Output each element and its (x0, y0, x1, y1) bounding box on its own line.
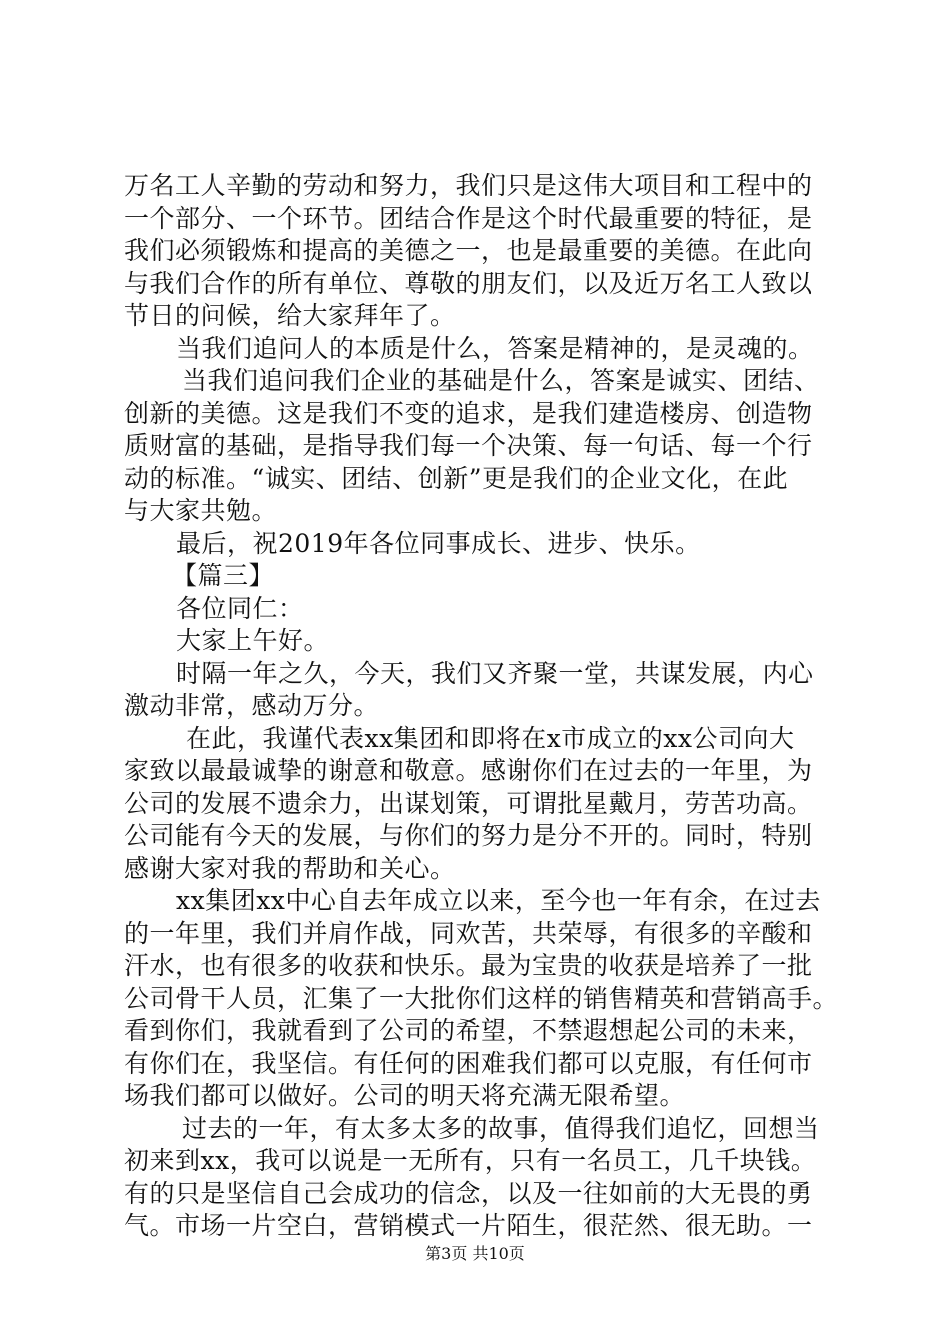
text-line: 质财富的基础，是指导我们每一个决策、每一句话、每一个行 (124, 431, 813, 460)
text-line: 万名工人辛勤的劳动和努力，我们只是这伟大项目和工程中的 (124, 171, 813, 200)
section-heading: 【篇三】 (172, 561, 275, 590)
text-line: 最后，祝2019年各位同事成长、进步、快乐。 (176, 528, 701, 558)
text-line: xx集团xx中心自去年成立以来，至今也一年有余，在过去 (176, 886, 821, 915)
text-line: 节日的问候，给大家拜年了。 (124, 301, 456, 330)
text-line: 我们必须锻炼和提高的美德之一，也是最重要的美德。在此向 (124, 236, 813, 265)
salutation: 各位同仁： (176, 593, 304, 623)
text-line: 公司骨干人员，汇集了一大批你们这样的销售精英和营销高手。 (124, 983, 839, 1013)
text-line: 公司能有今天的发展，与你们的努力是分不开的。同时，特别 (124, 821, 813, 850)
text-line: 有你们在，我坚信。有任何的困难我们都可以克服，有任何市 (124, 1048, 813, 1078)
text-line: 初来到xx，我可以说是一无所有，只有一名员工，几千块钱。 (124, 1146, 817, 1175)
document-body (124, 170, 844, 1243)
text-line: 与大家共勉。 (124, 496, 278, 525)
text-line: 有的只是坚信自己会成功的信念，以及一往如前的大无畏的勇 (124, 1178, 813, 1208)
text-line: 当我们追问人的本质是什么，答案是精神的，是灵魂的。 (176, 333, 814, 363)
text-line: 动的标准。“诚实、团结、创新”更是我们的企业文化，在此 (124, 463, 789, 493)
text-line: 家致以最最诚挚的谢意和敬意。感谢你们在过去的一年里，为 (124, 756, 813, 785)
text-line: 时隔一年之久，今天，我们又齐聚一堂，共谋发展，内心 (176, 658, 814, 688)
text-line: 的一年里，我们并肩作战，同欢苦，共荣辱，有很多的辛酸和 (124, 918, 813, 948)
text-line: 当我们追问我们企业的基础是什么，答案是诚实、团结、 (182, 366, 820, 395)
text-line: 气。市场一片空白，营销模式一片陌生，很茫然、很无助。一 (124, 1211, 813, 1240)
text-line: 激动非常，感动万分。 (124, 691, 380, 720)
text-line: 汗水，也有很多的收获和快乐。最为宝贵的收获是培养了一批 (124, 951, 813, 980)
text-line: 一个部分、一个环节。团结合作是这个时代最重要的特征，是 (124, 203, 813, 233)
page-footer (0, 1244, 950, 1264)
text-line: 创新的美德。这是我们不变的追求，是我们建造楼房、创造物 (124, 398, 813, 428)
text-line: 过去的一年，有太多太多的故事，值得我们追忆，回想当 (182, 1113, 820, 1143)
text-line: 公司的发展不遗余力，出谋划策，可谓批星戴月，劳苦功高。 (124, 788, 813, 818)
text-line: 看到你们，我就看到了公司的希望，不禁遐想起公司的未来， (124, 1016, 813, 1045)
text-line: 感谢大家对我的帮助和关心。 (124, 853, 456, 883)
text-line: 与我们合作的所有单位、尊敬的朋友们，以及近万名工人致以 (124, 268, 813, 298)
greeting: 大家上午好。 (176, 626, 330, 655)
text-line: 在此，我谨代表xx集团和即将在x市成立的xx公司向大 (186, 723, 795, 753)
page-number: 第3页 共10页 (425, 1244, 525, 1263)
text-line: 场我们都可以做好。公司的明天将充满无限希望。 (124, 1081, 686, 1110)
